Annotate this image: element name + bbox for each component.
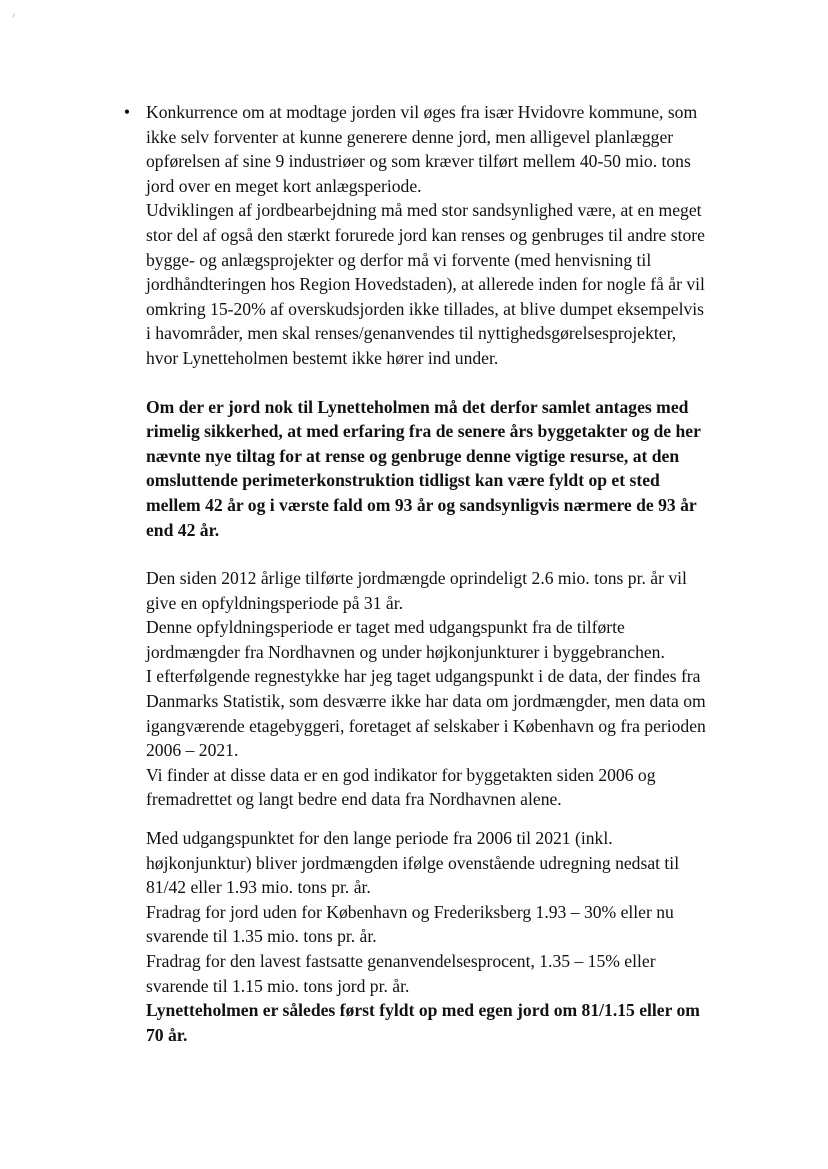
text-line: fremadrettet og langt bedre end data fra Nordhavnen alene.: [146, 789, 562, 810]
text-line: opførelsen af sine 9 industriøer og som kræver tilført mellem 40-50 mio. tons: [146, 151, 691, 172]
text-line: mellem 42 år og i værste fald om 93 år og sandsynligvis nærmere de 93 år: [146, 494, 697, 515]
text-line: nævnte nye tiltag for at rense og genbruge denne vigtige resurse, at den: [146, 445, 680, 466]
text-line: bygge- og anlægsprojekter og derfor må vi forvente (med henvisning til: [146, 249, 652, 270]
text-line: Vi finder at disse data er en god indikator for byggetakten siden 2006 og: [146, 764, 656, 785]
text-line: I efterfølgende regnestykke har jeg taget udgangspunkt i de data, der findes fra: [146, 666, 701, 687]
text-line: Lynetteholmen er således først fyldt op med egen jord om 81/1.15 eller om: [146, 1000, 700, 1021]
paragraph-data-source: [146, 566, 746, 812]
text-line: jordhåndteringen hos Region Hovedstaden), at allerede inden for nogle få år vil: [146, 274, 705, 295]
text-line: højkonjunktur) bliver jordmængden ifølge ovenstående udregning nedsat til: [146, 852, 680, 873]
text-line: stor del af også den stærkt forurede jord kan renses og genbruges til andre store: [146, 224, 705, 245]
text-line: Fradrag for jord uden for København og Frederiksberg 1.93 – 30% eller nu: [146, 901, 674, 922]
paragraph-calculation: [146, 826, 746, 998]
text-line: jord over en meget kort anlægsperiode.: [146, 175, 422, 196]
text-line: i havområder, men skal renses/genanvendes til nyttighedsgørelsesprojekter,: [146, 323, 677, 344]
text-line: jordmængder fra Nordhavnen og under højkonjunkturer i byggebranchen.: [146, 641, 665, 662]
text-line: ikke selv forventer at kunne generere denne jord, men alligevel planlægger: [146, 126, 674, 147]
bullet-marker: •: [123, 102, 131, 122]
text-line: give en opfyldningsperiode på 31 år.: [146, 592, 403, 613]
bullet-item: [123, 100, 746, 371]
text-line: rimelig sikkerhed, at med erfaring fra de senere års byggetakter og de her: [146, 421, 701, 442]
scan-speck: [12, 13, 14, 18]
bold-final-conclusion: [146, 998, 746, 1047]
text-line: Udviklingen af jordbearbejdning må med stor sandsynlighed være, at en meget: [146, 200, 702, 221]
text-line: Om der er jord nok til Lynetteholmen må det derfor samlet antages med: [146, 396, 689, 417]
text-line: hvor Lynetteholmen bestemt ikke hører ind under.: [146, 347, 499, 368]
text-line: 81/42 eller 1.93 mio. tons pr. år.: [146, 877, 371, 898]
text-line: omsluttende perimeterkonstruktion tidligst kan være fyldt op et sted: [146, 470, 660, 491]
text-line: Fradrag for den lavest fastsatte genanvendelsesprocent, 1.35 – 15% eller: [146, 951, 656, 971]
text-line: Med udgangspunktet for den lange periode fra 2006 til 2021 (inkl.: [146, 828, 613, 849]
text-line: Denne opfyldningsperiode er taget med udgangspunkt fra de tilførte: [146, 617, 625, 638]
text-line: 2006 – 2021.: [146, 740, 239, 761]
text-line: Danmarks Statistik, som desværre ikke har data om jordmængder, men data om: [146, 691, 706, 712]
text-line: Den siden 2012 årlige tilførte jordmængde oprindeligt 2.6 mio. tons pr. år vil: [146, 568, 687, 589]
text-line: igangværende etagebyggeri, foretaget af selskaber i København og fra perioden: [146, 715, 706, 736]
text-line: svarende til 1.15 mio. tons jord pr. år.: [146, 975, 410, 996]
text-line: omkring 15-20% af overskudsjorden ikke tillades, at blive dumpet eksempelvis: [146, 298, 704, 319]
text-line: 70 år.: [146, 1024, 188, 1045]
text-line: svarende til 1.35 mio. tons pr. år.: [146, 926, 377, 947]
bold-conclusion: [146, 395, 746, 543]
text-line: Konkurrence om at modtage jorden vil øges fra især Hvidovre kommune, som: [146, 102, 698, 122]
bullet-paragraph: [146, 100, 746, 371]
document-body: [123, 100, 746, 1047]
text-line: end 42 år.: [146, 519, 220, 540]
